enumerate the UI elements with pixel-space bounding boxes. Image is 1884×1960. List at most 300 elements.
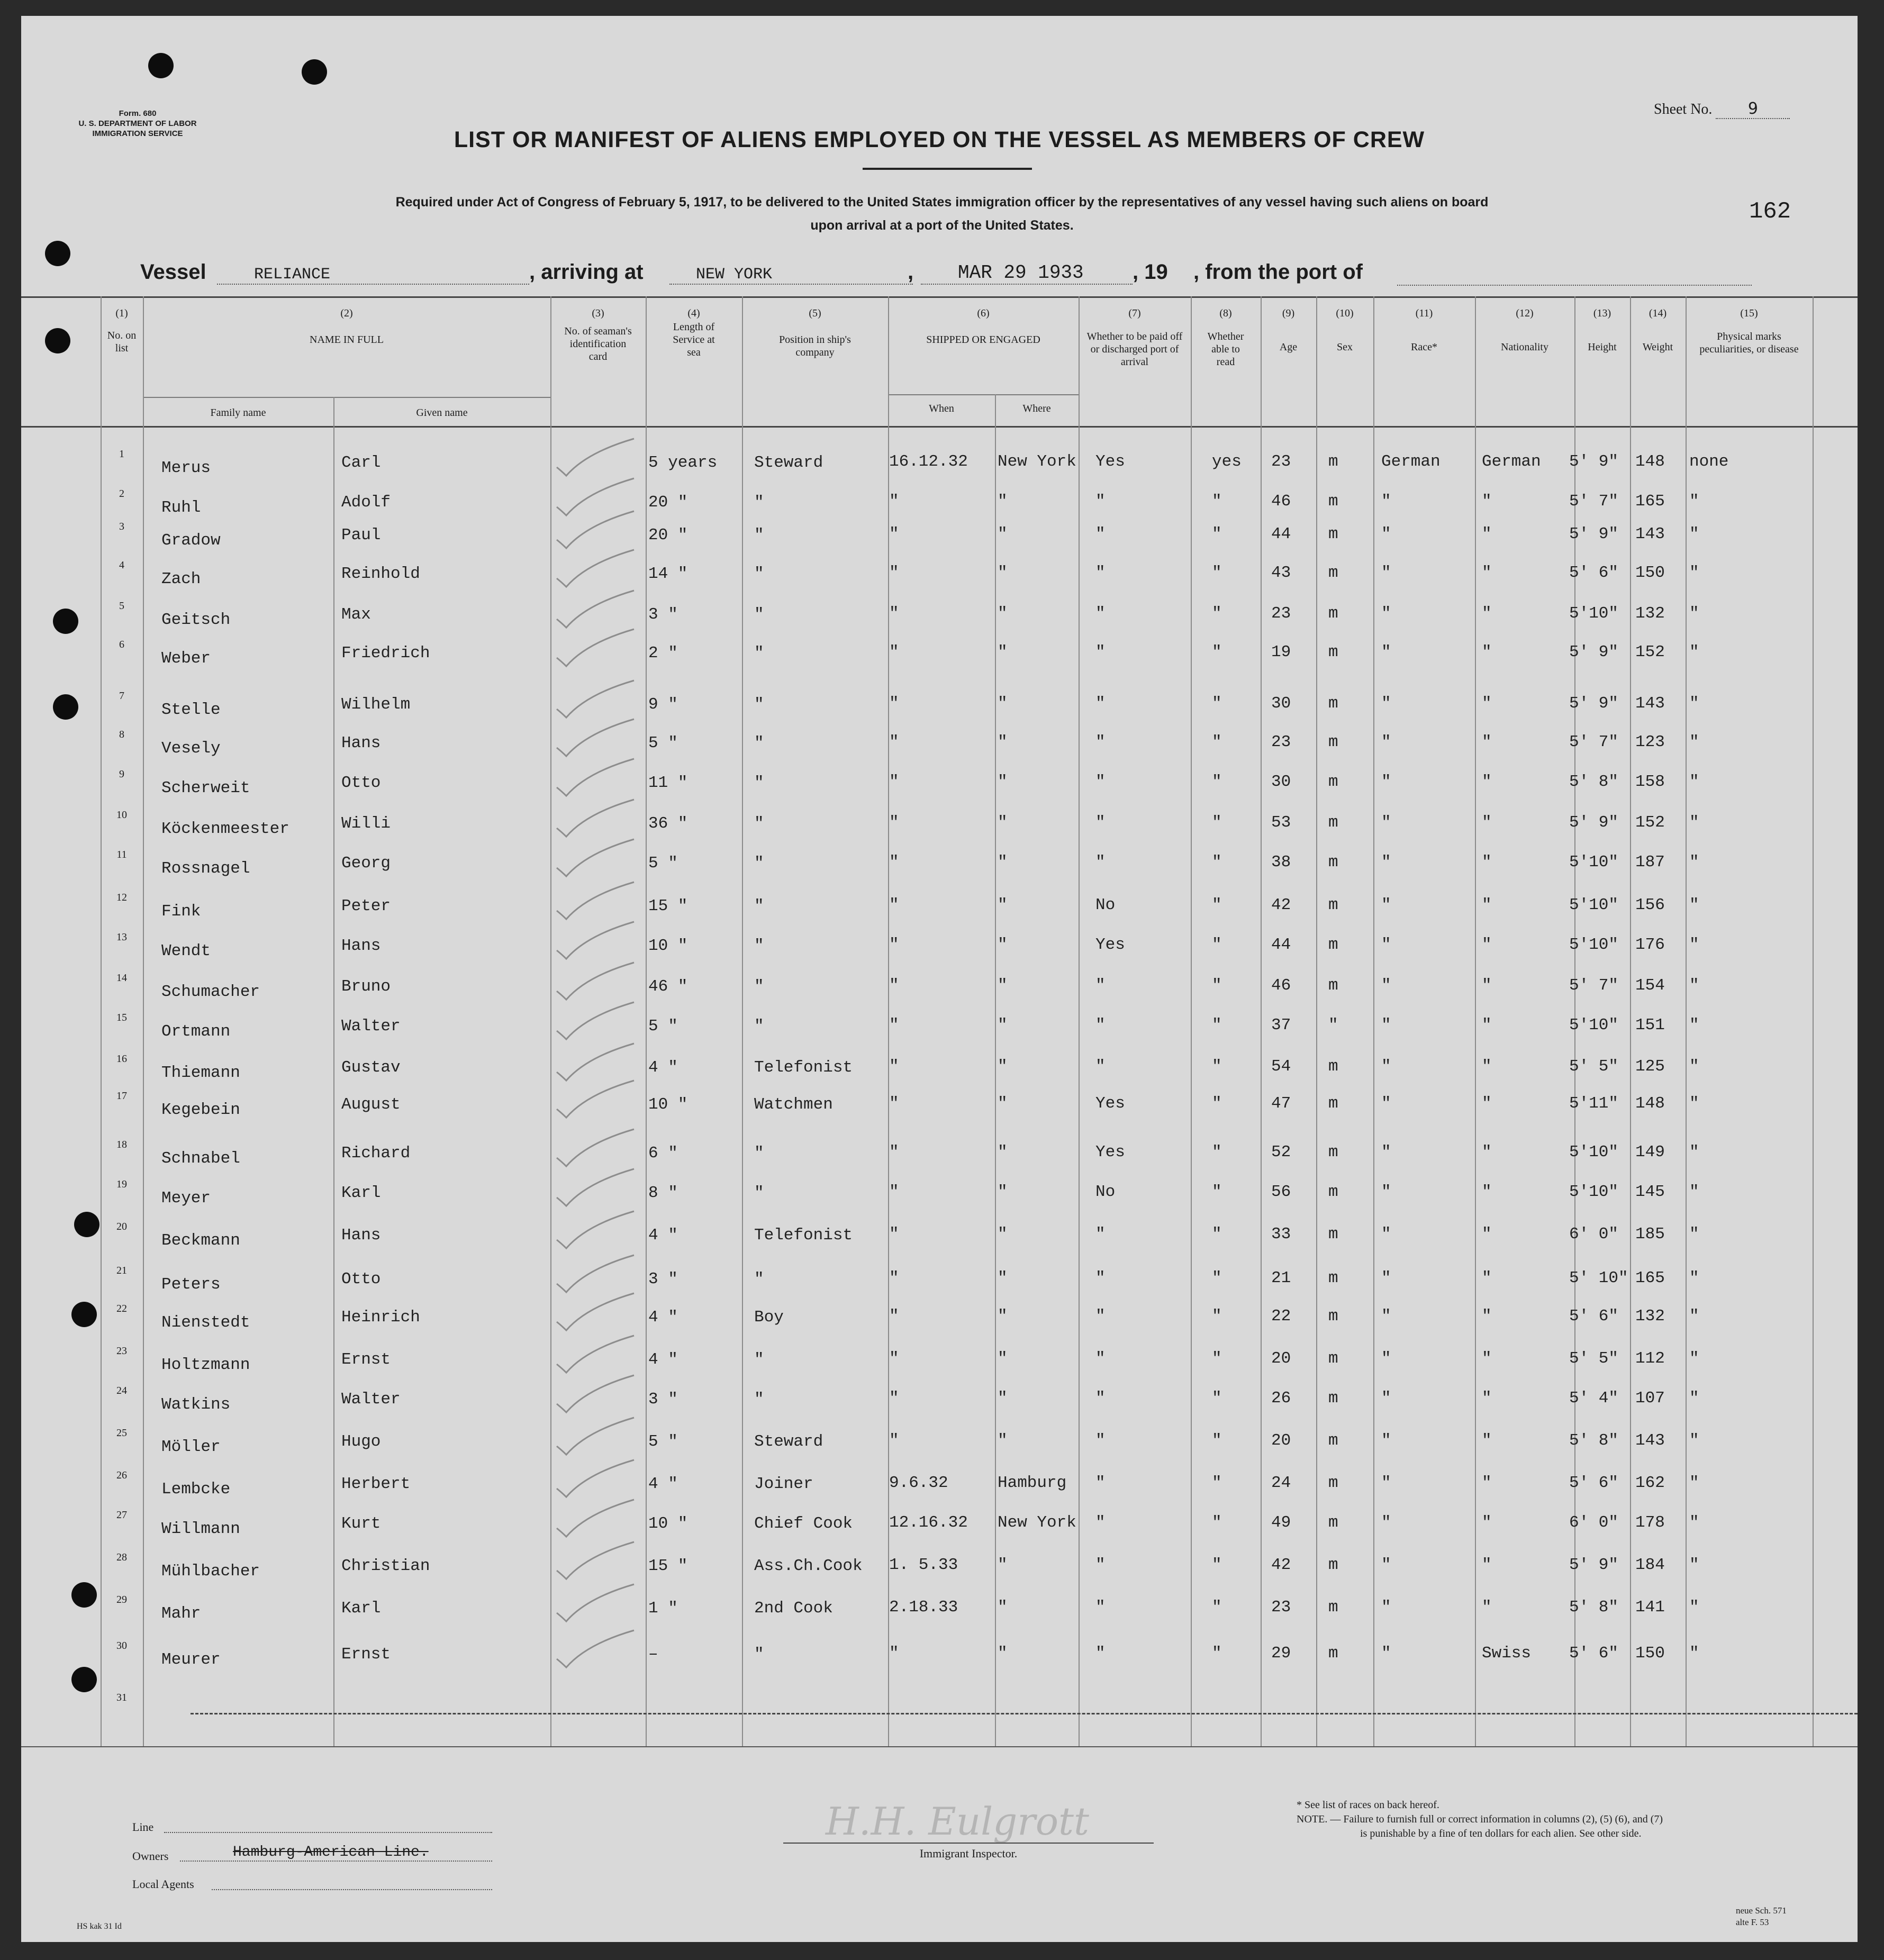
cell-nat: " [1482,643,1492,661]
cell-weight: 149 [1635,1143,1665,1162]
cell-n: 31 [116,1692,127,1703]
cell-race: " [1381,1225,1391,1244]
service-name: IMMIGRATION SERVICE [92,129,183,138]
cell-where: New York [998,1513,1076,1532]
checkmark-icon [555,588,639,631]
cell-weight: 132 [1635,1307,1665,1326]
col10-header: (10) Sex [1336,307,1354,353]
cell-weight: 141 [1635,1598,1665,1617]
cell-nat: " [1482,525,1492,543]
sheet-number-value: 9 [1716,99,1790,119]
cell-age: 38 [1271,853,1291,872]
checkmark-icon [555,1291,639,1333]
cell-position: Telefonist [754,1058,853,1077]
cell-height: 5' 9" [1569,525,1619,543]
cell-marks: " [1689,976,1699,995]
cell-nat: " [1482,1269,1492,1287]
cell-read: " [1212,1598,1222,1617]
cell-read: yes [1212,452,1242,471]
title-underline [863,168,1032,170]
page-title: LIST OR MANIFEST OF ALIENS EMPLOYED ON THE VESSEL AS MEMBERS OF CREW [454,127,1425,152]
cell-family: Meurer [161,1650,221,1669]
cell-height: 5' 7" [1569,976,1619,995]
cell-read: " [1212,1431,1222,1450]
cell-sex: m [1328,452,1338,471]
cell-service: 46 " [648,977,688,996]
cell-weight: 156 [1635,896,1665,914]
fine-note-continued: is punishable by a fine of ten dollars for each alien. See other side. [1360,1828,1642,1839]
cell-paid: Yes [1095,1094,1125,1113]
cell-position: Joiner [754,1475,813,1493]
cell-when: " [889,1094,899,1113]
cell-read: " [1212,694,1222,713]
cell-where: " [998,1225,1008,1244]
cell-weight: 143 [1635,525,1665,543]
cell-when: " [889,1389,899,1408]
schedule-code-old: alte F. 53 [1736,1917,1769,1927]
cell-n: 27 [116,1509,127,1521]
cell-n: 16 [116,1053,127,1065]
cell-n: 28 [116,1551,127,1563]
cell-read: " [1212,1349,1222,1368]
cell-age: 33 [1271,1225,1291,1244]
cell-height: 5'10" [1569,604,1619,623]
cell-race: " [1381,492,1391,511]
manifest-sheet: Form. 680 U. S. DEPARTMENT OF LABOR IMMIGRATION SERVICE Sheet No. 9 LIST OR MANIFEST OF ALIENS EMPLOYED ON THE VESSEL AS MEMBERS OF CREW Required under Act of Congress of February 5, 1917, to be delivered to the United States immigration officer by the representatives of any vessel having such aliens on board upon arrival at a port of the United States. 162 Vessel RELIANCE , arriving at NEW YORK , MAR 29 1933 , 19 , from the port of (1) No. on list (2) NAME IN FULL Family name Given name (3) No. of seaman's identification card (4) Length of Service at sea (5) Position in ship's company (6) SHIPPED OR ENGAGED When Where (7) Whether to be paid off or discharged port of arrival (8) Whether able to read (9) Age (10) Sex (11) Race* (12) Nationality (13) Height (14) Weight (15) Physical marks peculiarities, or disease 1 Merus Carl 5 years Steward 16.12.32 New York Yes yes 23 m German German 5' 9" 148 none 2 Ruhl Adolf 20 " " " " " " 46 m " " 5' 7" 165 " 3 Gradow Paul 20 " " " " " " 44 m " " 5' 9" 143 " 4 Zach Reinhold 14 " " " " " " 43 m " " 5' 6" 150 " 5 Geitsch Max 3 " " " " " " 23 m " " 5'10" 132 " 6 Weber Friedrich 2 " " " " " " 19 m " " 5' 9" 152 " 7 Stelle Wilhelm 9 " " " " " " 30 m " " 5' 9" 143 " 8 Vesely Hans 5 " " " " " " 23 m " " 5' 7" 123 " 9 Scherweit Otto 11 " " " " " " 30 m " " 5' 8" 158 " 10 Köckenmeester Willi 36 " " " " " " 53 m " " 5' 9" 152 " 11 Rossnagel Georg 5 " " " " " " 38 m " " 5'10" 187 " 12 Fink Peter 15 " " " " No " 42 m " " 5'10" 156 " 13 Wendt Hans 10 " " " " Yes " 44 m " " 5'10" 176 " 14 Schumacher Bruno 46 " " " " " " 46 m " " 5' 7" 154 " 15 Ortmann Walter 5 " " " " " " 37 " " " 5'10" 151 " 16 Thiemann Gustav 4 " Telefonist " " " " 54 m " " 5' 5" 125 " 17 Kegebein August 10 " Watchmen " " Yes " 47 m " " 5'11" 148 " 18 Schnabel Richard 6 " " " " Yes " 52 m " " 5'10" 149 " 19 Meyer Karl 8 " " " " No " 56 m " " 5'10" 145 " 20 Beckmann Hans 4 " Telefonist " " " " 33 m " " 6' 0" 185 " 21 Peters Otto 3 " " " " " " 21 m " " 5' 10" 165 " 22 Nienstedt Heinrich 4 " Boy " " " " 22 m " " 5' 6" 132 " 23 Holtzmann Ernst 4 " " " " " " 20 m " " 5' 5" 112 " 24 Watkins Walter 3 " " " " " " 26 m " " 5' 4" 107 " 25 Möller Hugo 5 " Steward " " " " 20 m " " 5' 8" 143 " 26 Lembcke Herbert 4 " Joiner 9.6.32 Hamburg " " 24 m " " 5' 6" 162 " 27 Willmann Kurt 10 " Chief Cook 12.16.32 New York " " 49 m " " 6' 0" 178 " 28 Mühlbacher Christian 15 " Ass.Ch.Cook 1. 5.33 " " " 42 m " " 5' 9" 184 " 29 Mahr Karl 1 " 2nd Cook 2.18.33 " " " 23 m " " 5' 8" 141 " 30 Meurer Ernst – " " " " " 29 m " Swiss 5' 6" 150 " 31 Line Owners Hamburg-American Line. Local Agents H.H. Eulgrott Immigrant Inspector. * See list of races on back hereof. NOTE. — Failure to furnish full or correct information in columns (2), (5) (6), and (7) is punishable by a fine of ten dollars for each alien. See other side. HS kak 31 Id neue Sch. 571 alte F. 53 [21,16,1858,1942]
cell-family: Schumacher [161,983,260,1001]
cell-read: " [1212,1225,1222,1244]
cell-race: " [1381,1143,1391,1162]
cell-service: 14 " [648,565,688,583]
cell-sex: m [1328,1349,1338,1368]
cell-age: 44 [1271,525,1291,543]
col7-header: (7) Whether to be paid off or discharged port of arrival [1086,307,1183,368]
cell-position: Telefonist [754,1226,853,1245]
cell-age: 30 [1271,694,1291,713]
checkmark-icon [555,1415,639,1458]
cell-weight: 151 [1635,1016,1665,1035]
cell-weight: 123 [1635,733,1665,751]
cell-paid: Yes [1095,1143,1125,1162]
cell-sex: m [1328,733,1338,751]
cell-read: " [1212,773,1222,791]
cell-race: " [1381,1389,1391,1408]
cell-marks: " [1689,1057,1699,1076]
cell-paid: " [1095,1057,1106,1076]
cell-family: Thiemann [161,1064,240,1082]
cell-when: 12.16.32 [889,1513,968,1532]
cell-height: 5' 9" [1569,452,1619,471]
cell-marks: " [1689,492,1699,511]
cell-given: Willi [341,814,391,833]
cell-service: 3 " [648,1270,678,1288]
cell-family: Schnabel [161,1149,240,1168]
cell-given: Max [341,605,371,624]
cell-given: Walter [341,1017,401,1036]
cell-where: " [998,1143,1008,1162]
cell-sex: m [1328,1269,1338,1287]
cell-paid: " [1095,1016,1106,1035]
cell-where: " [998,773,1008,791]
cell-family: Vesely [161,739,221,758]
cell-marks: " [1689,1225,1699,1244]
checkmark-icon [555,1253,639,1295]
cell-race: " [1381,1269,1391,1287]
col6-header: (6) SHIPPED OR ENGAGED [926,307,1040,346]
owners-label: Owners [132,1849,169,1863]
line-label: Line [132,1820,154,1834]
cell-age: 23 [1271,733,1291,751]
cell-race: " [1381,1307,1391,1326]
cell-service: 10 " [648,937,688,955]
cell-sex: m [1328,1143,1338,1162]
cell-nat: " [1482,1143,1492,1162]
cell-n: 8 [119,729,124,740]
cell-height: 5' 9" [1569,813,1619,832]
cell-given: Bruno [341,977,391,996]
cell-weight: 165 [1635,1269,1665,1287]
cell-given: Paul [341,526,381,545]
cell-race: " [1381,643,1391,661]
cell-when: " [889,1183,899,1201]
cell-service: 4 " [648,1226,678,1245]
cell-nat: " [1482,1598,1492,1617]
cell-family: Kegebein [161,1101,240,1119]
subtitle-line-2: upon arrival at a port of the United States. [810,218,1074,233]
cell-given: Heinrich [341,1308,420,1327]
cell-marks: " [1689,1183,1699,1201]
col12-header: (12) Nationality [1501,307,1548,353]
cell-marks: " [1689,1556,1699,1574]
cell-marks: " [1689,1349,1699,1368]
cell-paid: " [1095,1598,1106,1617]
cell-position: " [754,814,764,833]
cell-family: Nienstedt [161,1313,250,1332]
cell-service: – [648,1645,658,1664]
cell-race: " [1381,853,1391,872]
cell-given: Karl [341,1599,381,1618]
cell-marks: " [1689,643,1699,661]
cell-height: 5' 6" [1569,1474,1619,1492]
cell-position: " [754,1270,764,1288]
cell-read: " [1212,492,1222,511]
cell-family: Lembcke [161,1480,231,1499]
cell-n: 25 [116,1427,127,1439]
cell-position: " [754,1184,764,1202]
cell-service: 5 years [648,453,718,472]
cell-when: " [889,896,899,914]
cell-service: 20 " [648,526,688,545]
cell-height: 5' 8" [1569,1598,1619,1617]
cell-height: 5'11" [1569,1094,1619,1113]
cell-position: " [754,1390,764,1409]
from-port-label: , from the port of [1193,260,1363,284]
cell-sex: m [1328,492,1338,511]
cell-height: 5' 6" [1569,1307,1619,1326]
cell-race: " [1381,936,1391,954]
cell-age: 42 [1271,1556,1291,1574]
cell-given: August [341,1095,401,1114]
cell-where: " [998,1057,1008,1076]
cell-read: " [1212,1556,1222,1574]
cell-weight: 152 [1635,643,1665,661]
cell-race: " [1381,1094,1391,1113]
cell-weight: 162 [1635,1474,1665,1492]
cell-family: Merus [161,459,211,477]
cell-family: Scherweit [161,779,250,797]
arriving-port: NEW YORK [669,266,913,285]
checkmark-icon [555,717,639,759]
cell-where: " [998,643,1008,661]
cell-read: " [1212,1644,1222,1663]
cell-race: " [1381,1598,1391,1617]
cell-n: 22 [116,1303,127,1314]
cell-marks: " [1689,1598,1699,1617]
cell-height: 5' 5" [1569,1349,1619,1368]
punch-hole [302,59,327,85]
cell-age: 52 [1271,1143,1291,1162]
cell-weight: 178 [1635,1513,1665,1532]
checkmark-icon [555,837,639,879]
cell-family: Meyer [161,1189,211,1208]
cell-marks: " [1689,1431,1699,1450]
cell-nat: " [1482,1349,1492,1368]
cell-given: Otto [341,1270,381,1288]
punch-hole [45,241,70,266]
cell-service: 15 " [648,897,688,915]
cell-age: 30 [1271,773,1291,791]
cell-nat: " [1482,1057,1492,1076]
cell-marks: " [1689,1269,1699,1287]
cell-height: 5' 9" [1569,643,1619,661]
cell-marks: none [1689,452,1729,471]
cell-age: 56 [1271,1183,1291,1201]
cell-family: Weber [161,649,211,668]
col6a-header: When [929,403,954,414]
cell-where: " [998,1598,1008,1617]
cell-read: " [1212,1057,1222,1076]
cell-weight: 185 [1635,1225,1665,1244]
cell-race: " [1381,1349,1391,1368]
cell-paid: " [1095,1307,1106,1326]
cell-weight: 184 [1635,1556,1665,1574]
cell-marks: " [1689,1389,1699,1408]
vessel-name: RELIANCE [217,266,529,285]
cell-marks: " [1689,525,1699,543]
cell-nat: German [1482,452,1541,471]
cell-position: " [754,1645,764,1664]
cell-nat: " [1482,1513,1492,1532]
cell-age: 20 [1271,1349,1291,1368]
cell-read: " [1212,936,1222,954]
cell-sex: m [1328,976,1338,995]
cell-when: 9.6.32 [889,1474,948,1492]
col9-header: (9) Age [1279,307,1298,353]
signature-line [783,1843,1154,1844]
cell-race: " [1381,976,1391,995]
cell-n: 13 [116,931,127,943]
cell-nat: " [1482,694,1492,713]
cell-given: Hans [341,1226,381,1245]
checkmark-icon [555,797,639,840]
cell-marks: " [1689,936,1699,954]
cell-race: " [1381,1183,1391,1201]
cell-when: " [889,1016,899,1035]
cell-where: " [998,1349,1008,1368]
cell-sex: m [1328,1057,1338,1076]
cell-family: Mahr [161,1604,201,1623]
cell-nat: " [1482,1307,1492,1326]
col13-header: (13) Height [1588,307,1617,353]
cell-where: " [998,733,1008,751]
cell-n: 14 [116,972,127,984]
cell-age: 47 [1271,1094,1291,1113]
cell-family: Fink [161,902,201,921]
checkmark-icon [555,509,639,551]
cell-sex: m [1328,1225,1338,1244]
cell-service: 20 " [648,493,688,512]
cell-family: Gradow [161,531,221,550]
cell-where: " [998,896,1008,914]
cell-family: Möller [161,1438,221,1456]
cell-when: " [889,694,899,713]
cell-weight: 187 [1635,853,1665,872]
cell-marks: " [1689,1513,1699,1532]
cell-family: Köckenmeester [161,820,289,838]
cell-when: " [889,643,899,661]
cell-age: 20 [1271,1431,1291,1450]
cell-height: 5' 6" [1569,564,1619,582]
cell-service: 15 " [648,1557,688,1575]
col1-header: (1) No. on list [107,307,137,354]
cell-read: " [1212,1269,1222,1287]
cell-n: 29 [116,1594,127,1605]
cell-service: 3 " [648,1390,678,1409]
cell-paid: " [1095,1556,1106,1574]
cell-race: " [1381,1474,1391,1492]
cell-when: 2.18.33 [889,1598,958,1617]
cell-when: " [889,853,899,872]
cell-read: " [1212,813,1222,832]
cell-position: " [754,644,764,663]
cell-when: " [889,564,899,582]
cell-given: Kurt [341,1514,381,1533]
cell-age: 23 [1271,1598,1291,1617]
checkmark-icon [555,880,639,922]
schedule-code-new: neue Sch. 571 [1736,1905,1787,1916]
cell-when: " [889,1349,899,1368]
cell-given: Christian [341,1557,430,1575]
year-label: , 19 [1133,260,1168,284]
cell-where: " [998,1307,1008,1326]
checkmark-icon [555,1041,639,1084]
cell-family: Stelle [161,701,221,719]
cell-read: " [1212,564,1222,582]
cell-paid: " [1095,1389,1106,1408]
cell-when: 1. 5.33 [889,1556,958,1574]
cell-where: " [998,1431,1008,1450]
cell-when: " [889,773,899,791]
cell-where: " [998,853,1008,872]
cell-service: 3 " [648,605,678,624]
cell-marks: " [1689,853,1699,872]
cell-marks: " [1689,773,1699,791]
cell-height: 5' 10" [1569,1269,1628,1287]
col2b-header: Given name [416,407,468,419]
cell-paid: " [1095,1225,1106,1244]
cell-nat: " [1482,896,1492,914]
cell-where: " [998,1644,1008,1663]
cell-position: " [754,695,764,714]
cell-sex: m [1328,1644,1338,1663]
cell-read: " [1212,1183,1222,1201]
cell-position: Chief Cook [754,1514,853,1533]
cell-read: " [1212,525,1222,543]
printer-code: HS kak 31 Id [77,1922,122,1931]
cell-n: 23 [116,1345,127,1357]
cell-weight: 176 [1635,936,1665,954]
cell-sex: m [1328,1431,1338,1450]
cell-where: " [998,1389,1008,1408]
cell-n: 10 [116,809,127,821]
crew-table [21,296,1858,1746]
cell-weight: 165 [1635,492,1665,511]
cell-service: 11 " [648,774,688,792]
cell-n: 9 [119,768,124,780]
cell-when: " [889,813,899,832]
cell-position: 2nd Cook [754,1599,833,1618]
cell-age: 26 [1271,1389,1291,1408]
cell-marks: " [1689,813,1699,832]
cell-given: Ernst [341,1645,391,1664]
checkmark-icon [555,678,639,721]
cell-paid: " [1095,1474,1106,1492]
cell-position: " [754,897,764,915]
cell-n: 21 [116,1265,127,1276]
cell-read: " [1212,1094,1222,1113]
cell-sex: m [1328,1094,1338,1113]
checkmark-icon [555,1582,639,1625]
subtitle-line-1: Required under Act of Congress of February 5, 1917, to be delivered to the United States immigration officer by the representatives of any vessel having such aliens on board [395,195,1489,210]
cell-family: Geitsch [161,611,231,629]
cell-when: " [889,492,899,511]
cell-read: " [1212,1016,1222,1035]
cell-sex: m [1328,1183,1338,1201]
cell-read: " [1212,896,1222,914]
cell-height: 5' 9" [1569,1556,1619,1574]
cell-age: 24 [1271,1474,1291,1492]
cell-n: 17 [116,1090,127,1102]
cell-height: 5' 4" [1569,1389,1619,1408]
checkmark-icon [555,548,639,590]
cell-where: Hamburg [998,1474,1067,1492]
cell-weight: 150 [1635,1644,1665,1663]
cell-n: 20 [116,1221,127,1232]
col15-header: (15) Physical marks peculiarities, or disease [1699,307,1799,355]
cell-height: 5' 5" [1569,1057,1619,1076]
cell-sex: m [1328,564,1338,582]
checkmark-icon [555,1078,639,1121]
cell-given: Peter [341,897,391,915]
cell-marks: " [1689,1307,1699,1326]
cell-n: 24 [116,1385,127,1396]
cell-paid: " [1095,853,1106,872]
cell-race: " [1381,694,1391,713]
page-stamp: 162 [1749,198,1791,225]
cell-position: Steward [754,453,823,472]
col8-header: (8) Whether able to read [1207,307,1244,368]
cell-read: " [1212,1474,1222,1492]
